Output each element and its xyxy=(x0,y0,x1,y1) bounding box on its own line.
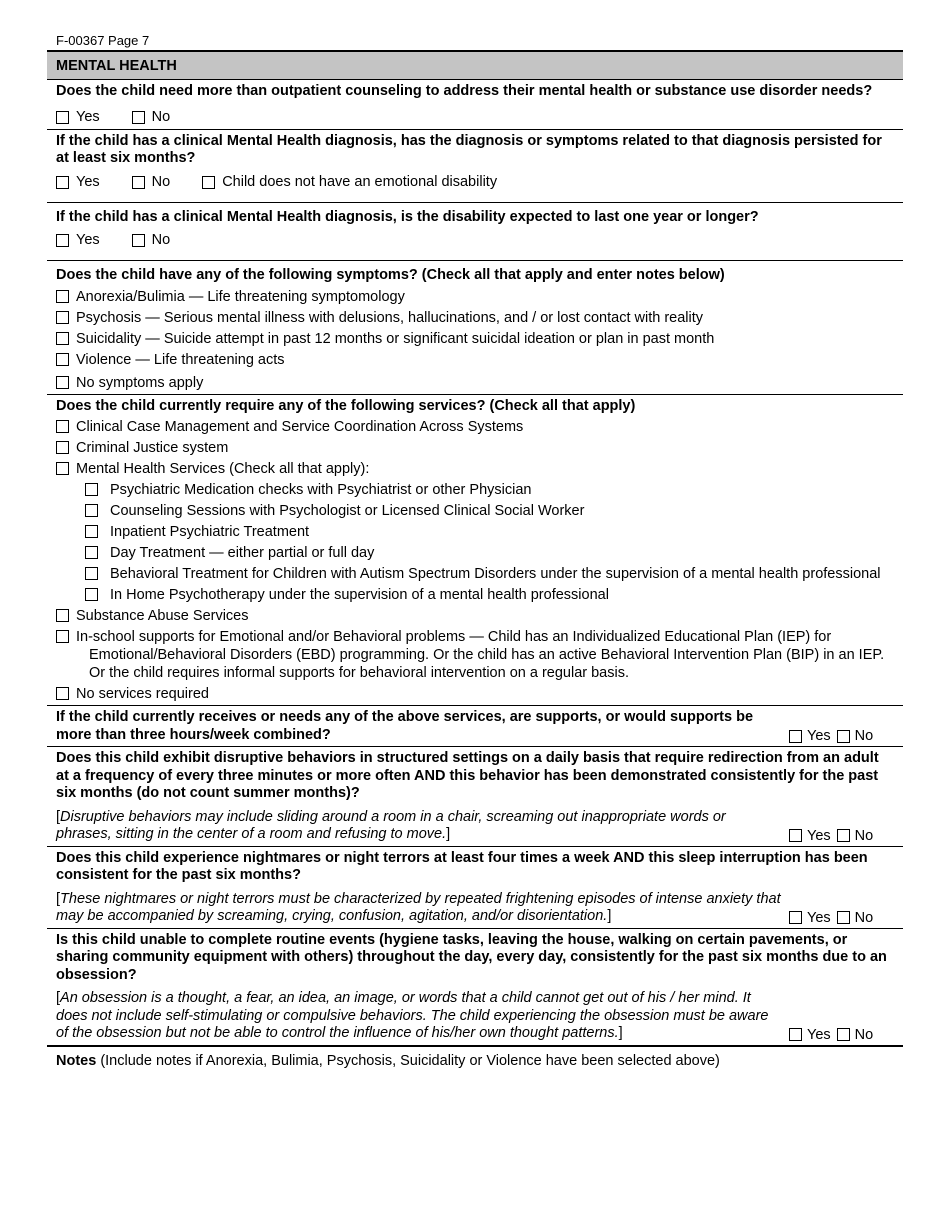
checkbox[interactable] xyxy=(56,176,69,189)
checkbox[interactable] xyxy=(85,504,98,517)
form-page xyxy=(47,32,903,1075)
q8-no-checkbox[interactable] xyxy=(837,911,850,924)
notes-section[interactable] xyxy=(47,1047,903,1075)
q2-yes-option[interactable]: Yes xyxy=(56,173,100,192)
q3-no-option[interactable]: No xyxy=(132,231,171,250)
checkbox[interactable] xyxy=(56,441,69,454)
question-text: Is this child unable to complete routine events (hygiene tasks, leaving the house, walking on certain pavements, or sharing community equipment with others) throughout the day, every day, consistently for the past six months due to an obsession? xyxy=(56,931,887,983)
checkbox[interactable] xyxy=(56,462,69,475)
question-text: Does the child currently require any of the following services? (Check all that apply) xyxy=(56,397,636,414)
q7-no-checkbox[interactable] xyxy=(837,829,850,842)
service-item[interactable]: No services required xyxy=(56,685,894,703)
q1-yes-option[interactable]: Yes xyxy=(56,108,100,127)
checkbox[interactable] xyxy=(56,290,69,303)
symptom-item[interactable]: Anorexia/Bulimia — Life threatening symptomology xyxy=(56,288,894,306)
service-item[interactable]: Clinical Case Management and Service Coordination Across Systems xyxy=(56,418,894,436)
q9-no-checkbox[interactable] xyxy=(837,1028,850,1041)
mental-health-service-item[interactable]: Counseling Sessions with Psychologist or Licensed Clinical Social Worker xyxy=(56,502,894,520)
q9-yes-checkbox[interactable] xyxy=(789,1028,802,1041)
question-obsession xyxy=(47,929,903,1047)
question-text: If the child has a clinical Mental Health diagnosis, is the disability expected to last one year or longer? xyxy=(56,208,759,225)
checkbox[interactable] xyxy=(202,176,215,189)
mental-health-service-item[interactable]: In Home Psychotherapy under the supervision of a mental health professional xyxy=(56,586,894,604)
form-number: F-00367 Page 7 xyxy=(56,33,150,48)
note-text: [Disruptive behaviors may include sliding around a room in a chair, screaming out inappropriate words or phrases, sitting in the center of a room and refusing to move.] xyxy=(56,808,726,842)
checkbox[interactable] xyxy=(56,420,69,433)
mental-health-service-item[interactable]: Inpatient Psychiatric Treatment xyxy=(56,523,894,541)
q3-yes-option[interactable]: Yes xyxy=(56,231,100,250)
q7-yes-checkbox[interactable] xyxy=(789,829,802,842)
question-text: If the child currently receives or needs any of the above services, are supports, or would supports be more than three hours/week combined? xyxy=(56,709,754,743)
checkbox[interactable] xyxy=(56,111,69,124)
checkbox[interactable] xyxy=(85,525,98,538)
note-text: [An obsession is a thought, a fear, an idea, an image, or words that a child cannot get out of his / her mind. It does not include self-stimulating or compulsive behaviors. The child experiencing the obsession must be aware of the obsession but not be able to control the influence of his/her own thought patterns.] xyxy=(56,990,769,1041)
q2-no-option[interactable]: No xyxy=(132,173,171,192)
checkbox[interactable] xyxy=(56,353,69,366)
symptom-item[interactable]: Violence — Life threatening acts xyxy=(56,351,894,369)
question-three-hours xyxy=(47,706,903,747)
symptom-item[interactable]: Psychosis — Serious mental illness with delusions, hallucinations, and / or lost contact with reality xyxy=(56,309,894,327)
symptom-item[interactable]: No symptoms apply xyxy=(56,374,894,392)
question-text: Does the child need more than outpatient counseling to address their mental health or substance use disorder needs? xyxy=(56,83,873,99)
checkbox[interactable] xyxy=(56,687,69,700)
question-one-year xyxy=(47,203,903,262)
checkbox[interactable] xyxy=(56,376,69,389)
service-item[interactable]: Mental Health Services (Check all that apply): xyxy=(56,460,894,478)
q2-no-disability-option[interactable]: Child does not have an emotional disability xyxy=(202,173,497,192)
q6-yes-no: Yes No xyxy=(789,728,894,744)
service-item[interactable]: Criminal Justice system xyxy=(56,439,894,457)
question-outpatient xyxy=(47,80,903,130)
q1-no-option[interactable]: No xyxy=(132,108,171,127)
question-disruptive xyxy=(47,747,903,847)
question-symptoms xyxy=(47,261,903,395)
mental-health-service-item[interactable]: Behavioral Treatment for Children with Autism Spectrum Disorders under the supervision of a mental health professional xyxy=(56,565,894,583)
q8-yes-no: Yes No xyxy=(789,910,894,926)
checkbox[interactable] xyxy=(56,630,69,643)
question-text: Does this child experience nightmares or night terrors at least four times a week AND this sleep interruption has been consistent for the past six months? xyxy=(56,849,868,883)
checkbox[interactable] xyxy=(56,234,69,247)
checkbox[interactable] xyxy=(132,234,145,247)
section-header: MENTAL HEALTH xyxy=(47,50,903,80)
notes-label: Notes xyxy=(56,1052,97,1069)
mental-health-service-item[interactable]: Psychiatric Medication checks with Psychiatrist or other Physician xyxy=(56,481,894,499)
q8-yes-checkbox[interactable] xyxy=(789,911,802,924)
checkbox[interactable] xyxy=(85,588,98,601)
service-item[interactable]: In-school supports for Emotional and/or Behavioral problems — Child has an Individualized Educational Plan (IEP) for Emotional/Behavioral Disorders (EBD) programming. Or the child has an active Behavioral Intervention Plan (BIP) in an IEP. Or the child requires informal supports for behavioral intervention on a regular basis. xyxy=(56,628,894,682)
question-nightmares xyxy=(47,847,903,929)
checkbox[interactable] xyxy=(85,567,98,580)
question-services xyxy=(47,395,903,707)
service-item[interactable]: Substance Abuse Services xyxy=(56,607,894,625)
question-text: Does this child exhibit disruptive behaviors in structured settings on a daily basis that require redirection from an adult at a frequency of every three minutes or more often AND this behavior has been demonstrated consistently for the past six months (do not count summer months)? xyxy=(56,750,879,801)
checkbox[interactable] xyxy=(85,483,98,496)
checkbox[interactable] xyxy=(85,546,98,559)
notes-instructions: (Include notes if Anorexia, Bulimia, Psychosis, Suicidality or Violence have been selected above) xyxy=(96,1052,720,1069)
q6-no-checkbox[interactable] xyxy=(837,730,850,743)
checkbox[interactable] xyxy=(56,332,69,345)
question-text: If the child has a clinical Mental Health diagnosis, has the diagnosis or symptoms related to that diagnosis persisted for at least six months? xyxy=(56,132,882,166)
checkbox[interactable] xyxy=(56,609,69,622)
q6-yes-checkbox[interactable] xyxy=(789,730,802,743)
checkbox[interactable] xyxy=(132,111,145,124)
mental-health-service-item[interactable]: Day Treatment — either partial or full day xyxy=(56,544,894,562)
question-six-months xyxy=(47,130,903,203)
checkbox[interactable] xyxy=(132,176,145,189)
question-text: Does the child have any of the following symptoms? (Check all that apply and enter notes below) xyxy=(56,267,725,283)
note-text: [These nightmares or night terrors must be characterized by repeated frightening episodes of intense anxiety that may be accompanied by screaming, crying, confusion, agitation, and/or disorientation.] xyxy=(56,890,781,924)
symptom-item[interactable]: Suicidality — Suicide attempt in past 12 months or significant suicidal ideation or plan in past month xyxy=(56,330,894,348)
q9-yes-no: Yes No xyxy=(789,1027,894,1043)
q7-yes-no: Yes No xyxy=(789,828,894,844)
checkbox[interactable] xyxy=(56,311,69,324)
